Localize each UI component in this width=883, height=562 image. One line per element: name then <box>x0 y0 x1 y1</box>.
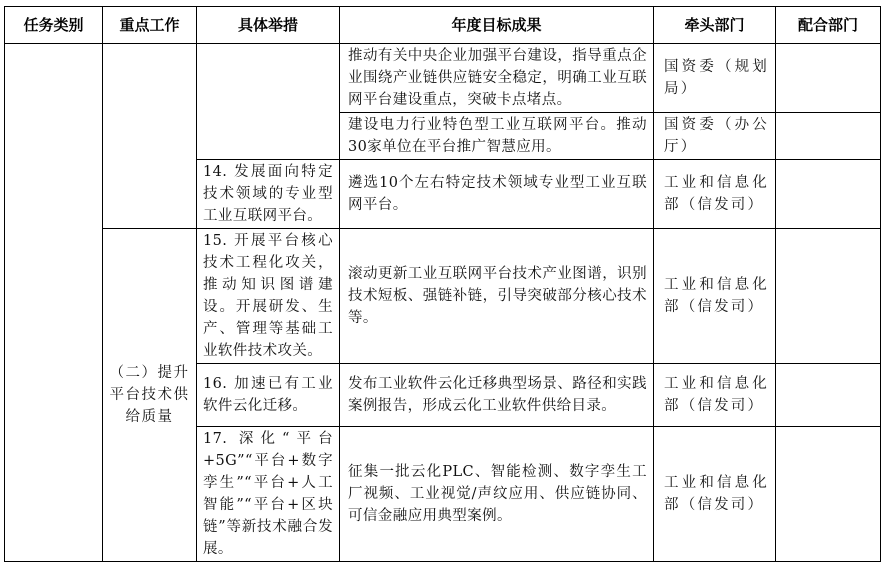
lead-department-cell: 国资委（办公厅） <box>654 113 776 160</box>
support-department-cell <box>776 113 881 160</box>
table-row <box>5 229 881 364</box>
support-department-cell <box>776 229 881 364</box>
lead-department-cell: 工业和信息化部（信发司） <box>654 364 776 427</box>
support-department-cell <box>776 364 881 427</box>
header-lead-department: 牵头部门 <box>654 7 776 44</box>
target-cell: 推动有关中央企业加强平台建设，指导重点企业围绕产业链供应链安全稳定，明确工业互联网平台建设重点，突破卡点堵点。 <box>340 44 654 113</box>
support-department-cell <box>776 44 881 113</box>
header-support-department: 配合部门 <box>776 7 881 44</box>
measure-cell: 17. 深化“平台+5G”“平台+数字孪生”“平台+人工智能”“平台+区块链”等新技术融合发展。 <box>197 427 340 562</box>
measure-cell: 15. 开展平台核心技术工程化攻关，推动知识图谱建设。开展研发、生产、管理等基础工业软件技术攻关。 <box>197 229 340 364</box>
table-header-row <box>5 7 881 44</box>
key-work-cell-prev <box>103 44 197 229</box>
key-work-cell: （二）提升平台技术供给质量 <box>103 229 197 562</box>
task-table <box>4 6 881 562</box>
lead-department-cell: 工业和信息化部（信发司） <box>654 427 776 562</box>
lead-department-cell: 国资委（规划局） <box>654 44 776 113</box>
header-key-work: 重点工作 <box>103 7 197 44</box>
measure-cell: 16. 加速已有工业软件云化迁移。 <box>197 364 340 427</box>
target-cell: 遴选10个左右特定技术领域专业型工业互联网平台。 <box>340 160 654 229</box>
target-cell: 征集一批云化PLC、智能检测、数字孪生工厂视频、工业视觉/声纹应用、供应链协同、可信金融应用典型案例。 <box>340 427 654 562</box>
support-department-cell <box>776 160 881 229</box>
measure-cell: 14. 发展面向特定技术领域的专业型工业互联网平台。 <box>197 160 340 229</box>
task-category-cell <box>5 44 103 562</box>
lead-department-cell: 工业和信息化部（信发司） <box>654 160 776 229</box>
measure-cell-prev <box>197 44 340 160</box>
lead-department-cell: 工业和信息化部（信发司） <box>654 229 776 364</box>
target-cell: 滚动更新工业互联网平台技术产业图谱，识别技术短板、强链补链，引导突破部分核心技术等。 <box>340 229 654 364</box>
target-cell: 建设电力行业特色型工业互联网平台。推动30家单位在平台推广智慧应用。 <box>340 113 654 160</box>
support-department-cell <box>776 427 881 562</box>
table-row <box>5 44 881 113</box>
target-cell: 发布工业软件云化迁移典型场景、路径和实践案例报告，形成云化工业软件供给目录。 <box>340 364 654 427</box>
header-task-category: 任务类别 <box>5 7 103 44</box>
header-annual-target: 年度目标成果 <box>340 7 654 44</box>
header-specific-measures: 具体举措 <box>197 7 340 44</box>
